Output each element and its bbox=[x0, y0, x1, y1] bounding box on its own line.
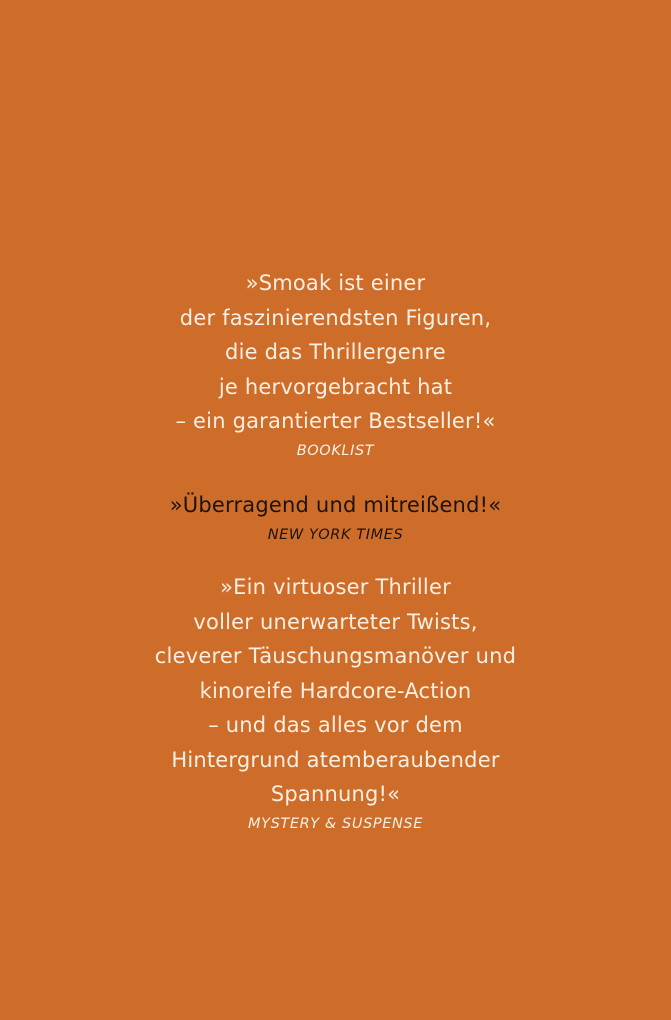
quote-source: MYSTERY & SUSPENSE bbox=[248, 815, 423, 832]
quote-source: NEW YORK TIMES bbox=[267, 526, 404, 543]
quote-line: kinoreife Hardcore-Action bbox=[199, 678, 472, 703]
quote-line: – ein garantierter Bestseller!« bbox=[175, 409, 496, 433]
quote-mystery-suspense bbox=[0, 570, 671, 834]
quote-line: die das Thrillergenre bbox=[225, 340, 446, 364]
quote-booklist bbox=[0, 266, 671, 461]
quote-line: Hintergrund atemberaubender bbox=[171, 747, 500, 772]
quote-line: »Überragend und mitreißend!« bbox=[169, 493, 502, 517]
quote-line: »Smoak ist einer bbox=[245, 271, 426, 295]
quote-line: voller unerwarteter Twists, bbox=[193, 609, 478, 634]
quote-line: cleverer Täuschungsmanöver und bbox=[154, 644, 517, 668]
quote-line: Spannung!« bbox=[270, 782, 401, 806]
quote-line: der faszinierendsten Figuren, bbox=[179, 305, 492, 330]
quote-line: »Ein virtuoser Thriller bbox=[220, 575, 451, 599]
quote-line: je hervorgebracht hat bbox=[218, 374, 453, 399]
quote-new-york-times bbox=[0, 488, 671, 545]
quote-line: – und das alles vor dem bbox=[208, 713, 463, 737]
quote-source: BOOKLIST bbox=[296, 442, 375, 459]
